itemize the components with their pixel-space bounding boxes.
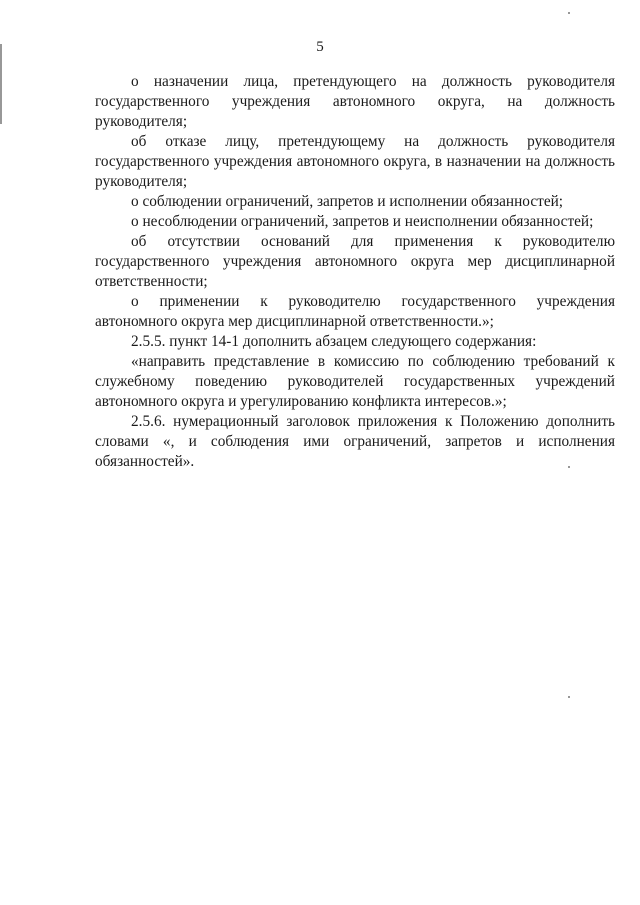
paragraph: об отсутствии оснований для применения к руководителю государственного учреждения автономного округа мер дисциплинарной ответственности;: [95, 233, 615, 290]
paragraph: о соблюдении ограничений, запретов и исполнении обязанностей;: [131, 193, 564, 210]
paragraph: о назначении лица, претендующего на должность руководителя государственного учреждения автономного округа, на должность руководителя;: [95, 73, 615, 130]
paragraph: 2.5.6. нумерационный заголовок приложения к Положению дополнить словами «, и соблюдения ими ограничений, запретов и исполнения обязанностей».: [95, 413, 615, 470]
paragraph: об отказе лицу, претендующему на должность руководителя государственного учреждения автономного округа, в назначении на должность руководителя;: [95, 133, 615, 190]
paragraph: «направить представление в комиссию по соблюдению требований к служебному поведению руководителей государственных учреждений автономного округа и урегулированию конфликта интересов.»;: [95, 353, 615, 410]
margin-scan-mark: [0, 44, 2, 124]
page-number: 5: [316, 39, 324, 55]
paragraph: о применении к руководителю государственного учреждения автономного округа мер дисциплинарной ответственности.»;: [95, 293, 615, 330]
paragraph: 2.5.5. пункт 14-1 дополнить абзацем следующего содержания:: [131, 333, 537, 350]
paragraph: о несоблюдении ограничений, запретов и неисполнении обязанностей;: [131, 213, 594, 230]
scan-speck: [568, 696, 570, 698]
scan-speck: [568, 12, 570, 14]
document-body: [95, 72, 615, 472]
